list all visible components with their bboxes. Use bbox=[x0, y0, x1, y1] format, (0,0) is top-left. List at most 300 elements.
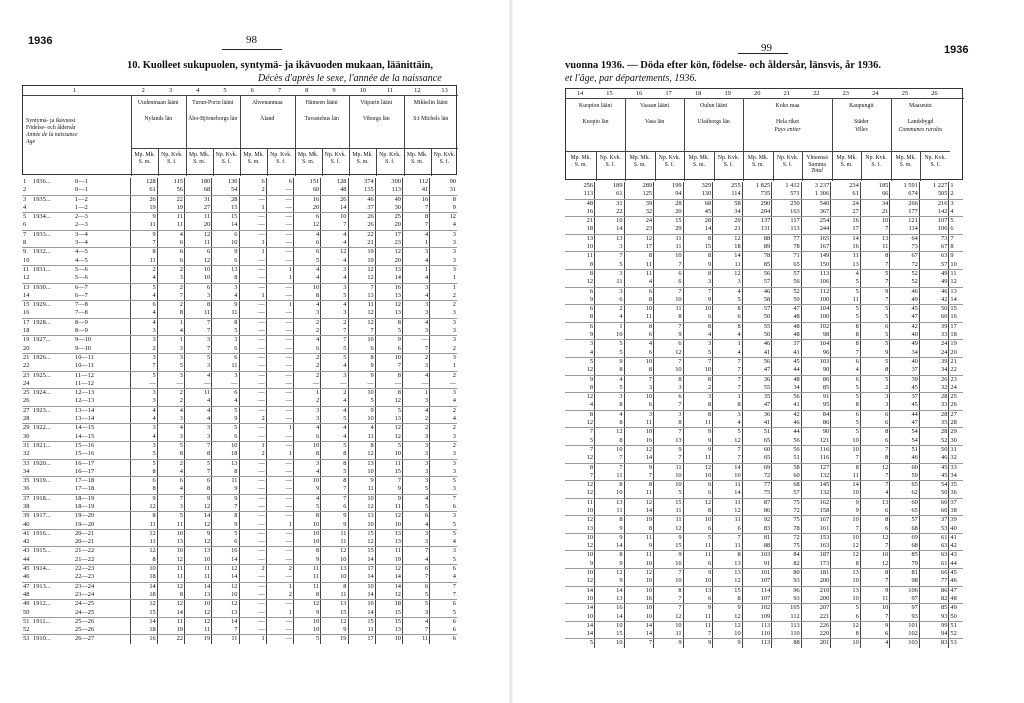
data-cell: 6 bbox=[294, 433, 321, 442]
table-row bbox=[22, 626, 457, 635]
data-cell: 66 bbox=[919, 569, 949, 578]
data-cell: 13 bbox=[212, 609, 239, 618]
data-cell: 33 bbox=[919, 331, 949, 340]
data-cell: 11 bbox=[348, 301, 375, 310]
data-cell: 85 bbox=[919, 604, 949, 613]
data-cell: 12 bbox=[130, 600, 157, 609]
data-cell: 37 bbox=[890, 366, 920, 375]
data-cell: 1 bbox=[430, 283, 457, 292]
data-cell: 5 bbox=[831, 393, 861, 402]
data-cell: 7 bbox=[185, 327, 212, 336]
data-cell: 22 bbox=[348, 230, 375, 239]
age-range: 19—20 bbox=[75, 512, 95, 520]
row-number: 26 bbox=[949, 401, 963, 410]
data-cell: 12 bbox=[212, 565, 239, 574]
data-cell: 8 bbox=[185, 450, 212, 459]
region-name-sv: Tavastehus län bbox=[304, 116, 339, 122]
table-row bbox=[565, 507, 963, 516]
age-range: 20—21 bbox=[75, 529, 95, 537]
data-cell: 201 bbox=[801, 639, 831, 648]
data-cell: 10 bbox=[130, 565, 157, 574]
data-cell: 6 bbox=[713, 525, 743, 534]
birth-year bbox=[32, 380, 74, 389]
table-row bbox=[22, 318, 457, 327]
row-number: 47 bbox=[949, 586, 963, 595]
data-cell: 10 bbox=[375, 450, 402, 459]
data-cell: 2 bbox=[157, 301, 184, 310]
data-cell: — bbox=[266, 617, 293, 626]
data-cell: 28 bbox=[919, 410, 949, 419]
table-subtitle: Décès d'après le sexe, l'année de la naissance bbox=[258, 73, 442, 84]
data-cell: — bbox=[348, 380, 375, 389]
data-cell: 12 bbox=[348, 503, 375, 512]
data-cell: 7 bbox=[624, 375, 654, 384]
data-cell: 8 bbox=[375, 389, 402, 398]
data-cell: 12 bbox=[294, 221, 321, 230]
row-number: 7 bbox=[23, 230, 27, 238]
data-cell: 37 bbox=[919, 516, 949, 525]
data-cell: — bbox=[130, 380, 157, 389]
data-cell: 7 bbox=[589, 445, 594, 453]
data-cell: 12 bbox=[683, 463, 713, 472]
table-row bbox=[22, 204, 457, 213]
data-cell: 95 bbox=[801, 401, 831, 410]
data-cell: 42 bbox=[772, 410, 802, 419]
data-cell: 57 bbox=[742, 278, 772, 287]
data-cell: 10 bbox=[565, 595, 595, 604]
column-number: 25 bbox=[901, 90, 909, 97]
data-cell: 85 bbox=[742, 261, 772, 270]
data-cell: 2 bbox=[157, 389, 184, 398]
data-cell: 6 bbox=[403, 512, 430, 521]
data-cell: 12 bbox=[713, 507, 743, 516]
row-number: 13 bbox=[949, 287, 963, 296]
data-cell: 2 bbox=[403, 415, 430, 424]
data-cell: 3 bbox=[212, 371, 239, 380]
data-cell: 3 bbox=[683, 393, 713, 402]
data-cell: 13 bbox=[375, 529, 402, 538]
data-cell: 6 bbox=[654, 278, 684, 287]
data-cell: 78 bbox=[742, 252, 772, 261]
data-cell: 2 bbox=[294, 397, 321, 406]
row-number: 4 bbox=[949, 208, 963, 217]
row-number: 34 bbox=[949, 472, 963, 481]
data-cell: 14 bbox=[683, 225, 713, 234]
data-cell: 10 bbox=[683, 577, 713, 586]
data-cell: 9 bbox=[683, 604, 713, 613]
data-cell: 9 bbox=[212, 301, 239, 310]
table-row bbox=[22, 301, 457, 310]
data-cell: 113 bbox=[565, 190, 595, 199]
table-row bbox=[565, 410, 963, 419]
data-cell: — bbox=[239, 459, 266, 468]
data-cell: 150 bbox=[801, 261, 831, 270]
data-cell: 6 bbox=[212, 433, 239, 442]
data-cell: 112 bbox=[772, 613, 802, 622]
data-cell: 10 bbox=[321, 213, 348, 222]
data-cell: 19 bbox=[157, 626, 184, 635]
data-cell: 9 bbox=[321, 512, 348, 521]
data-cell: 4 bbox=[683, 331, 713, 340]
data-cell: 2 bbox=[430, 441, 457, 450]
data-cell: 114 bbox=[713, 190, 743, 199]
table-row bbox=[22, 239, 457, 248]
data-cell: 9 bbox=[321, 521, 348, 530]
row-number: 15 bbox=[23, 301, 30, 309]
data-cell: — bbox=[266, 547, 293, 556]
data-cell: 3 bbox=[294, 309, 321, 318]
data-cell: 14 bbox=[348, 556, 375, 565]
female-label: Np. Kvk. S. f. bbox=[270, 152, 292, 165]
data-cell: 6 bbox=[683, 313, 713, 322]
data-cell: — bbox=[239, 609, 266, 618]
data-cell: — bbox=[266, 635, 293, 644]
data-cell: 10 bbox=[595, 621, 625, 630]
table-row bbox=[565, 331, 963, 340]
data-cell: 4 bbox=[595, 375, 625, 384]
data-cell: — bbox=[239, 221, 266, 230]
data-cell: — bbox=[266, 371, 293, 380]
data-cell: 8 bbox=[624, 252, 654, 261]
data-cell: 13 bbox=[375, 538, 402, 547]
data-cell: 61 bbox=[831, 190, 861, 199]
data-cell: 4 bbox=[430, 397, 457, 406]
data-cell: 1 bbox=[239, 441, 266, 450]
data-cell: 8 bbox=[595, 481, 625, 490]
data-cell: 4 bbox=[130, 318, 157, 327]
row-number: 50 bbox=[949, 613, 963, 622]
data-cell: 3 bbox=[130, 353, 157, 362]
data-cell: 52 bbox=[890, 269, 920, 278]
data-cell: 4 bbox=[713, 419, 743, 428]
birth-year: 1916... bbox=[33, 529, 51, 537]
data-cell: 14 bbox=[157, 609, 184, 618]
male-label: Mp. Mk. S. m. bbox=[297, 152, 319, 165]
data-cell: 8 bbox=[654, 375, 684, 384]
data-cell: 10 bbox=[624, 586, 654, 595]
data-cell: 8 bbox=[375, 318, 402, 327]
data-cell: 11 bbox=[586, 252, 594, 260]
data-cell: 6 bbox=[624, 287, 654, 296]
data-cell: 26 bbox=[130, 195, 157, 204]
data-cell: 41 bbox=[772, 401, 802, 410]
data-cell: 4 bbox=[624, 340, 654, 349]
data-cell: 10 bbox=[212, 441, 239, 450]
data-cell: 6 bbox=[683, 525, 713, 534]
table-row bbox=[565, 357, 963, 366]
row-number: 16 bbox=[949, 313, 963, 322]
age-range: 19—20 bbox=[74, 521, 130, 530]
data-cell: 13 bbox=[321, 600, 348, 609]
data-cell: 67 bbox=[919, 243, 949, 252]
data-cell: 4 bbox=[294, 301, 321, 310]
row-number: 3 bbox=[949, 199, 963, 208]
data-cell: 5 bbox=[212, 406, 239, 415]
age-range: 11—12 bbox=[75, 371, 94, 379]
data-cell: 54 bbox=[890, 437, 920, 446]
table-row bbox=[22, 389, 457, 398]
row-number: 25 bbox=[949, 393, 963, 402]
data-cell: 21 bbox=[713, 225, 743, 234]
data-cell: 1 bbox=[430, 362, 457, 371]
data-cell: 6 bbox=[185, 283, 212, 292]
data-cell: 10 bbox=[860, 604, 890, 613]
data-cell: 6 bbox=[130, 477, 157, 486]
data-cell: 9 bbox=[713, 604, 743, 613]
data-cell: 9 bbox=[348, 371, 375, 380]
data-cell: 1 bbox=[157, 318, 184, 327]
data-cell: 3 bbox=[130, 327, 157, 336]
column-number: 13 bbox=[441, 87, 448, 94]
row-number: 34 bbox=[22, 468, 32, 477]
data-cell: 1 bbox=[266, 450, 293, 459]
data-cell: — bbox=[266, 353, 293, 362]
data-cell: 145 bbox=[801, 481, 831, 490]
data-cell: 46 bbox=[348, 195, 375, 204]
birth-year bbox=[32, 292, 74, 301]
data-cell: 7 bbox=[595, 252, 625, 261]
female-label: Np. Kvk. S. f. bbox=[161, 152, 183, 165]
data-cell: 4 bbox=[403, 406, 430, 415]
data-cell: 19 bbox=[348, 257, 375, 266]
data-cell: 3 bbox=[430, 230, 457, 239]
data-cell: 20 bbox=[375, 257, 402, 266]
data-cell: 8 bbox=[595, 419, 625, 428]
row-number: 39 bbox=[949, 516, 963, 525]
data-cell: 14 bbox=[595, 225, 625, 234]
data-cell: 4 bbox=[713, 287, 743, 296]
data-cell: 3 bbox=[157, 371, 184, 380]
data-cell: 19 bbox=[375, 556, 402, 565]
data-cell: 149 bbox=[801, 252, 831, 261]
data-cell: 82 bbox=[772, 560, 802, 569]
data-cell: 8 bbox=[430, 195, 457, 204]
data-cell: 3 bbox=[403, 441, 430, 450]
data-cell: 7 bbox=[654, 569, 684, 578]
data-cell: 18 bbox=[375, 600, 402, 609]
table-row bbox=[565, 533, 963, 542]
data-cell: 6 bbox=[130, 301, 157, 310]
row-number: 32 bbox=[22, 450, 32, 459]
data-cell: 7 bbox=[430, 494, 457, 503]
data-cell: 7 bbox=[403, 547, 430, 556]
data-cell: 10 bbox=[375, 353, 402, 362]
birth-year: 1915... bbox=[33, 547, 51, 555]
data-cell: — bbox=[239, 433, 266, 442]
region-name-sv: Åbo-Björneborgs län bbox=[188, 116, 238, 122]
age-range: 12—13 bbox=[74, 397, 130, 406]
data-cell: 16 bbox=[294, 195, 321, 204]
birth-year bbox=[32, 521, 74, 530]
region-name: Ahvenanmaa bbox=[251, 100, 283, 106]
table-row bbox=[22, 362, 457, 371]
data-cell: 5 bbox=[589, 639, 594, 647]
data-cell: 9 bbox=[348, 477, 375, 486]
data-cell: 65 bbox=[742, 454, 772, 463]
data-cell: 64 bbox=[890, 234, 920, 243]
age-range: 22—23 bbox=[75, 565, 95, 573]
data-cell: 5 bbox=[321, 468, 348, 477]
data-cell: 12 bbox=[683, 498, 713, 507]
data-cell: 72 bbox=[772, 507, 802, 516]
data-cell: 4 bbox=[430, 415, 457, 424]
data-cell: 15 bbox=[321, 609, 348, 618]
data-cell: 6 bbox=[831, 613, 861, 622]
data-cell: 103 bbox=[801, 357, 831, 366]
region-name-sv: Uleåborgs län bbox=[697, 119, 730, 125]
data-cell: 13 bbox=[654, 437, 684, 446]
left-data-table bbox=[22, 178, 457, 644]
data-cell: 14 bbox=[212, 617, 239, 626]
data-cell: 7 bbox=[713, 366, 743, 375]
data-cell: 68 bbox=[890, 542, 920, 551]
data-cell: 12 bbox=[654, 349, 684, 358]
data-cell: — bbox=[239, 265, 266, 274]
row-number: 29 bbox=[949, 428, 963, 437]
column-number: 26 bbox=[931, 90, 938, 97]
data-cell: 130 bbox=[212, 178, 239, 186]
table-row bbox=[565, 586, 963, 595]
data-cell: 10 bbox=[294, 521, 321, 530]
data-cell: 10 bbox=[654, 252, 684, 261]
table-row bbox=[22, 257, 457, 266]
data-cell: 9 bbox=[831, 498, 861, 507]
data-cell: 12 bbox=[185, 257, 212, 266]
data-cell: 10 bbox=[586, 533, 594, 541]
age-range: 2—3 bbox=[75, 213, 88, 221]
header-divider bbox=[213, 148, 214, 176]
data-cell: 9 bbox=[624, 542, 654, 551]
data-cell: 102 bbox=[801, 322, 831, 331]
header-divider bbox=[349, 95, 350, 176]
birth-year bbox=[32, 450, 74, 459]
age-range: 18—19 bbox=[75, 494, 95, 502]
data-cell: 60 bbox=[772, 472, 802, 481]
data-cell: — bbox=[157, 380, 184, 389]
data-cell: 167 bbox=[801, 516, 831, 525]
data-cell: 13 bbox=[321, 565, 348, 574]
data-cell: 12 bbox=[586, 481, 594, 489]
data-cell: — bbox=[239, 626, 266, 635]
data-cell: 19 bbox=[348, 248, 375, 257]
data-cell: 10 bbox=[157, 547, 184, 556]
data-cell: 30 bbox=[375, 204, 402, 213]
row-number: 2 bbox=[949, 190, 963, 199]
table-row bbox=[565, 243, 963, 252]
age-range: 14—15 bbox=[75, 424, 95, 432]
left-table-header bbox=[22, 85, 457, 175]
data-cell: 13 bbox=[348, 512, 375, 521]
data-cell: 106 bbox=[801, 278, 831, 287]
data-cell: 3 bbox=[157, 503, 184, 512]
right-folio: 99 bbox=[761, 42, 772, 54]
table-row bbox=[565, 393, 963, 402]
data-cell: 8 bbox=[831, 331, 861, 340]
table-row bbox=[565, 445, 963, 454]
region-name: Oulun lääni bbox=[700, 103, 728, 109]
data-cell: 56 bbox=[157, 186, 184, 195]
data-cell: 26 bbox=[919, 375, 949, 384]
row-number: 1 bbox=[949, 182, 963, 190]
data-cell: — bbox=[266, 336, 293, 345]
data-cell: 40 bbox=[890, 331, 920, 340]
data-cell: 3 bbox=[683, 340, 713, 349]
data-cell: 11 bbox=[831, 472, 861, 481]
region-name: Viipurin lääni bbox=[360, 100, 393, 106]
data-cell: 28 bbox=[919, 428, 949, 437]
table-row bbox=[22, 600, 457, 609]
row-number: 33 bbox=[949, 463, 963, 472]
data-cell: 8 bbox=[130, 468, 157, 477]
data-cell: 10 bbox=[831, 533, 861, 542]
table-row bbox=[565, 419, 963, 428]
data-cell: 11 bbox=[624, 261, 654, 270]
data-cell: 8 bbox=[321, 582, 348, 591]
data-cell: 46 bbox=[890, 454, 920, 463]
male-label: Mp. Mk. S. m. bbox=[570, 155, 591, 168]
birth-year bbox=[32, 415, 74, 424]
data-cell: 72 bbox=[890, 261, 920, 270]
data-cell: 7 bbox=[654, 322, 684, 331]
row-number: 23 bbox=[23, 371, 30, 379]
data-cell: 99 bbox=[919, 621, 949, 630]
data-cell: 2 bbox=[239, 565, 266, 574]
birth-year bbox=[32, 362, 74, 371]
data-cell: 7 bbox=[403, 573, 430, 582]
age-range: 6—7 bbox=[74, 292, 130, 301]
data-cell: 8 bbox=[589, 463, 594, 471]
data-cell: 189 bbox=[595, 182, 625, 190]
age-range: 24—25 bbox=[74, 609, 130, 618]
data-cell: 112 bbox=[403, 178, 430, 186]
data-cell: 97 bbox=[890, 595, 920, 604]
data-cell: 1 412 bbox=[772, 182, 802, 190]
data-cell: 6 bbox=[831, 375, 861, 384]
data-cell: 31 bbox=[185, 195, 212, 204]
data-cell: 14 bbox=[212, 573, 239, 582]
data-cell: 12 bbox=[654, 525, 684, 534]
header-divider bbox=[431, 148, 432, 176]
data-cell: 41 bbox=[772, 349, 802, 358]
data-cell: 2 bbox=[294, 362, 321, 371]
data-cell: 12 bbox=[348, 450, 375, 459]
data-cell: 10 bbox=[860, 217, 890, 226]
data-cell: 106 bbox=[890, 586, 920, 595]
total-label: Summa bbox=[808, 161, 826, 168]
data-cell: — bbox=[239, 371, 266, 380]
data-cell: 92 bbox=[742, 516, 772, 525]
data-cell: 4 bbox=[294, 274, 321, 283]
row-number: 41 bbox=[949, 533, 963, 542]
data-cell: 11 bbox=[294, 565, 321, 574]
column-number: 5 bbox=[223, 87, 227, 94]
data-cell: 12 bbox=[185, 521, 212, 530]
data-cell: 1 bbox=[595, 322, 625, 331]
data-cell: 4 bbox=[130, 274, 157, 283]
data-cell: 5 bbox=[430, 529, 457, 538]
data-cell: 3 bbox=[430, 485, 457, 494]
data-cell: 9 bbox=[860, 621, 890, 630]
birth-year: 1929... bbox=[33, 301, 51, 309]
data-cell: 14 bbox=[831, 481, 861, 490]
data-cell: 8 bbox=[212, 318, 239, 327]
data-cell: 10 bbox=[654, 577, 684, 586]
row-number: 46 bbox=[949, 577, 963, 586]
column-number: 3 bbox=[168, 87, 173, 94]
data-cell: 39 bbox=[624, 199, 654, 208]
data-cell: 367 bbox=[801, 208, 831, 217]
table-row bbox=[22, 424, 457, 433]
